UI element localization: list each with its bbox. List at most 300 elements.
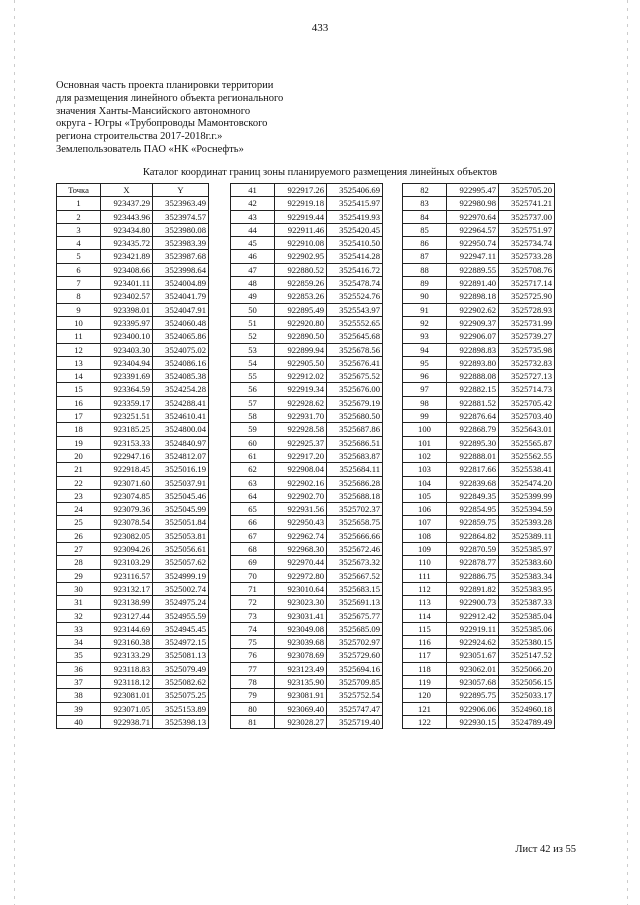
cell-y: 3525419.93 xyxy=(327,210,383,223)
cell-x: 923023.30 xyxy=(275,596,327,609)
cell-x: 922917.20 xyxy=(275,449,327,462)
table-row xyxy=(57,330,209,343)
table-row xyxy=(403,303,555,316)
cell-y: 3525672.46 xyxy=(327,543,383,556)
table-row xyxy=(403,436,555,449)
cell-y: 3523980.08 xyxy=(153,223,209,236)
cell-y: 3524086.16 xyxy=(153,356,209,369)
cell-point: 76 xyxy=(231,649,275,662)
cell-y: 3525717.14 xyxy=(499,277,555,290)
cell-x: 922938.71 xyxy=(101,715,153,728)
cell-point: 59 xyxy=(231,423,275,436)
cell-x: 922970.64 xyxy=(447,210,499,223)
table-row xyxy=(57,702,209,715)
cell-x: 923403.30 xyxy=(101,343,153,356)
cell-y: 3525383.60 xyxy=(499,556,555,569)
cell-point: 85 xyxy=(403,223,447,236)
cell-y: 3525714.73 xyxy=(499,383,555,396)
table-row xyxy=(231,715,383,728)
cell-y: 3524975.24 xyxy=(153,596,209,609)
cell-point: 94 xyxy=(403,343,447,356)
cell-y: 3525741.21 xyxy=(499,197,555,210)
cell-x: 922906.06 xyxy=(447,702,499,715)
cell-y: 3525643.01 xyxy=(499,423,555,436)
cell-point: 1 xyxy=(57,197,101,210)
cell-point: 56 xyxy=(231,383,275,396)
table-row xyxy=(57,237,209,250)
table-row xyxy=(231,383,383,396)
sheet-footer: Лист 42 из 55 xyxy=(515,844,576,855)
cell-x: 922930.15 xyxy=(447,715,499,728)
table-row xyxy=(57,543,209,556)
cell-point: 57 xyxy=(231,396,275,409)
cell-y: 3525725.90 xyxy=(499,290,555,303)
cell-y: 3525538.41 xyxy=(499,463,555,476)
cell-x: 923031.41 xyxy=(275,609,327,622)
cell-y: 3525705.20 xyxy=(499,184,555,197)
cell-x: 922891.40 xyxy=(447,277,499,290)
cell-x: 922898.18 xyxy=(447,290,499,303)
cell-point: 116 xyxy=(403,636,447,649)
cell-point: 48 xyxy=(231,277,275,290)
cell-point: 53 xyxy=(231,343,275,356)
table-row xyxy=(57,516,209,529)
cell-y: 3525705.42 xyxy=(499,396,555,409)
cell-point: 6 xyxy=(57,263,101,276)
cell-y: 3525688.18 xyxy=(327,489,383,502)
cell-y: 3525680.50 xyxy=(327,410,383,423)
cell-point: 102 xyxy=(403,449,447,462)
cell-y: 3525703.40 xyxy=(499,410,555,423)
cell-point: 16 xyxy=(57,396,101,409)
cell-point: 98 xyxy=(403,396,447,409)
cell-x: 922902.62 xyxy=(447,303,499,316)
cell-point: 11 xyxy=(57,330,101,343)
cell-point: 97 xyxy=(403,383,447,396)
cell-point: 113 xyxy=(403,596,447,609)
table-row xyxy=(403,516,555,529)
cell-point: 51 xyxy=(231,316,275,329)
table-row xyxy=(403,197,555,210)
table-row xyxy=(403,370,555,383)
cell-point: 111 xyxy=(403,569,447,582)
table-row xyxy=(403,569,555,582)
table-row xyxy=(403,237,555,250)
table-row xyxy=(57,277,209,290)
table-row xyxy=(403,250,555,263)
table-row xyxy=(231,343,383,356)
table-row xyxy=(57,290,209,303)
table-row xyxy=(403,463,555,476)
cell-y: 3525082.62 xyxy=(153,675,209,688)
cell-point: 104 xyxy=(403,476,447,489)
table-row xyxy=(403,343,555,356)
cell-point: 103 xyxy=(403,463,447,476)
cell-y: 3525719.40 xyxy=(327,715,383,728)
cell-point: 15 xyxy=(57,383,101,396)
cell-x: 922928.62 xyxy=(275,396,327,409)
cell-point: 107 xyxy=(403,516,447,529)
coordinates-table-block-2 xyxy=(230,183,383,729)
cell-x: 922859.26 xyxy=(275,277,327,290)
table-row xyxy=(57,689,209,702)
header-line: Землепользователь ПАО «НК «Роснефть» xyxy=(56,143,244,155)
cell-point: 8 xyxy=(57,290,101,303)
cell-x: 923434.80 xyxy=(101,223,153,236)
cell-x: 922886.75 xyxy=(447,569,499,582)
cell-y: 3523998.64 xyxy=(153,263,209,276)
cell-x: 922970.44 xyxy=(275,556,327,569)
document-header xyxy=(56,80,283,157)
cell-point: 83 xyxy=(403,197,447,210)
cell-x: 922902.95 xyxy=(275,250,327,263)
cell-point: 68 xyxy=(231,543,275,556)
cell-x: 923437.29 xyxy=(101,197,153,210)
cell-y: 3525702.97 xyxy=(327,636,383,649)
cell-point: 40 xyxy=(57,715,101,728)
cell-point: 17 xyxy=(57,410,101,423)
cell-x: 922890.50 xyxy=(275,330,327,343)
cell-x: 922972.80 xyxy=(275,569,327,582)
cell-x: 922910.08 xyxy=(275,237,327,250)
cell-x: 923081.01 xyxy=(101,689,153,702)
cell-y: 3525056.61 xyxy=(153,543,209,556)
cell-x: 922950.43 xyxy=(275,516,327,529)
cell-point: 45 xyxy=(231,237,275,250)
table-row xyxy=(57,489,209,502)
table-row xyxy=(231,556,383,569)
cell-point: 122 xyxy=(403,715,447,728)
table-row xyxy=(403,622,555,635)
cell-x: 923364.59 xyxy=(101,383,153,396)
cell-y: 3524060.48 xyxy=(153,316,209,329)
cell-x: 923028.27 xyxy=(275,715,327,728)
cell-y: 3524945.45 xyxy=(153,622,209,635)
cell-y: 3525666.66 xyxy=(327,529,383,542)
cell-point: 33 xyxy=(57,622,101,635)
table-row xyxy=(231,596,383,609)
cell-point: 73 xyxy=(231,609,275,622)
table-header-row xyxy=(57,184,209,197)
cell-x: 923118.12 xyxy=(101,675,153,688)
cell-y: 3525474.20 xyxy=(499,476,555,489)
cell-y: 3525676.00 xyxy=(327,383,383,396)
table-row xyxy=(231,356,383,369)
table-row xyxy=(231,184,383,197)
table-row xyxy=(231,636,383,649)
cell-point: 61 xyxy=(231,449,275,462)
cell-y: 3525731.99 xyxy=(499,316,555,329)
table-row xyxy=(403,609,555,622)
table-row xyxy=(231,303,383,316)
cell-x: 922968.30 xyxy=(275,543,327,556)
table-row xyxy=(57,715,209,728)
cell-x: 922912.42 xyxy=(447,609,499,622)
table-row xyxy=(403,543,555,556)
cell-y: 3525387.33 xyxy=(499,596,555,609)
cell-x: 923071.60 xyxy=(101,476,153,489)
cell-x: 923078.69 xyxy=(275,649,327,662)
cell-x: 922918.45 xyxy=(101,463,153,476)
table-row xyxy=(231,237,383,250)
cell-x: 922919.34 xyxy=(275,383,327,396)
cell-point: 78 xyxy=(231,675,275,688)
table-row xyxy=(231,263,383,276)
cell-x: 923057.68 xyxy=(447,675,499,688)
cell-point: 109 xyxy=(403,543,447,556)
cell-point: 2 xyxy=(57,210,101,223)
cell-point: 5 xyxy=(57,250,101,263)
cell-point: 72 xyxy=(231,596,275,609)
table-row xyxy=(231,622,383,635)
cell-point: 90 xyxy=(403,290,447,303)
cell-point: 36 xyxy=(57,662,101,675)
cell-point: 96 xyxy=(403,370,447,383)
cell-y: 3525667.52 xyxy=(327,569,383,582)
table-row xyxy=(403,715,555,728)
cell-point: 29 xyxy=(57,569,101,582)
cell-y: 3525410.50 xyxy=(327,237,383,250)
cell-y: 3525051.84 xyxy=(153,516,209,529)
cell-y: 3525732.83 xyxy=(499,356,555,369)
cell-x: 923443.96 xyxy=(101,210,153,223)
table-row xyxy=(403,689,555,702)
cell-x: 922900.73 xyxy=(447,596,499,609)
cell-point: 46 xyxy=(231,250,275,263)
cell-point: 60 xyxy=(231,436,275,449)
cell-point: 74 xyxy=(231,622,275,635)
table-caption: Каталог координат границ зоны планируемого размещения линейных объектов xyxy=(142,167,498,178)
table-row xyxy=(57,410,209,423)
header-line: округа - Югры «Трубопроводы Мамонтовского xyxy=(56,118,268,130)
cell-y: 3525708.76 xyxy=(499,263,555,276)
cell-x: 923185.25 xyxy=(101,423,153,436)
cell-x: 922962.74 xyxy=(275,529,327,542)
cell-point: 30 xyxy=(57,582,101,595)
cell-point: 21 xyxy=(57,463,101,476)
cell-y: 3525385.97 xyxy=(499,543,555,556)
table-row xyxy=(57,675,209,688)
cell-point: 20 xyxy=(57,449,101,462)
cell-y: 3524065.86 xyxy=(153,330,209,343)
table-row xyxy=(231,410,383,423)
table-row xyxy=(403,636,555,649)
cell-x: 922895.75 xyxy=(447,689,499,702)
cell-point: 10 xyxy=(57,316,101,329)
cell-y: 3525562.55 xyxy=(499,449,555,462)
table-row xyxy=(403,476,555,489)
coordinates-table-block-3 xyxy=(402,183,555,729)
cell-x: 923103.29 xyxy=(101,556,153,569)
cell-y: 3525552.65 xyxy=(327,316,383,329)
cell-x: 922895.49 xyxy=(275,303,327,316)
cell-x: 922919.44 xyxy=(275,210,327,223)
cell-point: 28 xyxy=(57,556,101,569)
cell-x: 923062.01 xyxy=(447,662,499,675)
cell-y: 3525727.13 xyxy=(499,370,555,383)
table-row xyxy=(57,463,209,476)
cell-point: 115 xyxy=(403,622,447,635)
table-row xyxy=(231,330,383,343)
table-row xyxy=(231,582,383,595)
cell-x: 922928.58 xyxy=(275,423,327,436)
cell-point: 75 xyxy=(231,636,275,649)
page-number: 433 xyxy=(311,22,329,34)
cell-x: 923051.67 xyxy=(447,649,499,662)
cell-y: 3525675.52 xyxy=(327,370,383,383)
cell-y: 3525147.52 xyxy=(499,649,555,662)
table-row xyxy=(57,529,209,542)
cell-x: 922898.83 xyxy=(447,343,499,356)
cell-point: 54 xyxy=(231,356,275,369)
cell-y: 3525728.93 xyxy=(499,303,555,316)
cell-x: 923010.64 xyxy=(275,582,327,595)
cell-x: 922947.16 xyxy=(101,449,153,462)
cell-point: 120 xyxy=(403,689,447,702)
cell-point: 81 xyxy=(231,715,275,728)
cell-point: 99 xyxy=(403,410,447,423)
cell-point: 80 xyxy=(231,702,275,715)
cell-point: 88 xyxy=(403,263,447,276)
cell-x: 923133.29 xyxy=(101,649,153,662)
cell-x: 923081.91 xyxy=(275,689,327,702)
cell-x: 922854.95 xyxy=(447,503,499,516)
cell-x: 922880.52 xyxy=(275,263,327,276)
table-row xyxy=(403,316,555,329)
cell-x: 923127.44 xyxy=(101,609,153,622)
table-row xyxy=(403,410,555,423)
table-row xyxy=(231,543,383,556)
table-row xyxy=(231,449,383,462)
table-row xyxy=(231,649,383,662)
table-row xyxy=(57,569,209,582)
table-row xyxy=(403,396,555,409)
cell-point: 91 xyxy=(403,303,447,316)
table-row xyxy=(57,263,209,276)
cell-point: 32 xyxy=(57,609,101,622)
table-row xyxy=(403,662,555,675)
cell-y: 3524999.19 xyxy=(153,569,209,582)
cell-y: 3524960.18 xyxy=(499,702,555,715)
cell-x: 923049.08 xyxy=(275,622,327,635)
cell-x: 923404.94 xyxy=(101,356,153,369)
cell-y: 3525383.95 xyxy=(499,582,555,595)
cell-y: 3525709.85 xyxy=(327,675,383,688)
cell-x: 922902.70 xyxy=(275,489,327,502)
cell-x: 923395.97 xyxy=(101,316,153,329)
cell-point: 49 xyxy=(231,290,275,303)
cell-x: 922839.68 xyxy=(447,476,499,489)
table-row xyxy=(231,290,383,303)
cell-y: 3525737.00 xyxy=(499,210,555,223)
cell-point: 50 xyxy=(231,303,275,316)
cell-y: 3524075.02 xyxy=(153,343,209,356)
table-row xyxy=(231,423,383,436)
table-row xyxy=(57,303,209,316)
cell-x: 922868.79 xyxy=(447,423,499,436)
cell-point: 62 xyxy=(231,463,275,476)
cell-y: 3525081.13 xyxy=(153,649,209,662)
cell-x: 923116.57 xyxy=(101,569,153,582)
table-row xyxy=(403,290,555,303)
table-row xyxy=(403,356,555,369)
cell-x: 922920.80 xyxy=(275,316,327,329)
cell-y: 3524004.89 xyxy=(153,277,209,290)
cell-y: 3525684.11 xyxy=(327,463,383,476)
cell-y: 3523963.49 xyxy=(153,197,209,210)
cell-y: 3523974.57 xyxy=(153,210,209,223)
table-row xyxy=(57,383,209,396)
table-row xyxy=(231,569,383,582)
cell-y: 3524955.59 xyxy=(153,609,209,622)
cell-x: 922908.04 xyxy=(275,463,327,476)
cell-x: 923421.89 xyxy=(101,250,153,263)
cell-y: 3525420.45 xyxy=(327,223,383,236)
cell-y: 3525416.72 xyxy=(327,263,383,276)
header-line: для размещения линейного объекта регионального xyxy=(56,92,284,104)
cell-y: 3525524.76 xyxy=(327,290,383,303)
table-row xyxy=(231,476,383,489)
cell-y: 3525033.17 xyxy=(499,689,555,702)
cell-y: 3525394.59 xyxy=(499,503,555,516)
cell-x: 923251.51 xyxy=(101,410,153,423)
cell-point: 3 xyxy=(57,223,101,236)
cell-y: 3525702.37 xyxy=(327,503,383,516)
table-row xyxy=(403,449,555,462)
table-row xyxy=(57,423,209,436)
cell-y: 3525752.54 xyxy=(327,689,383,702)
table-row xyxy=(231,436,383,449)
cell-x: 923118.83 xyxy=(101,662,153,675)
column-header-y: Y xyxy=(153,184,209,197)
cell-point: 63 xyxy=(231,476,275,489)
cell-y: 3525683.15 xyxy=(327,582,383,595)
table-row xyxy=(57,449,209,462)
cell-point: 26 xyxy=(57,529,101,542)
header-line: значения Ханты-Мансийского автономного xyxy=(56,105,251,117)
column-header-point: Точка xyxy=(57,184,101,197)
cell-point: 25 xyxy=(57,516,101,529)
cell-point: 64 xyxy=(231,489,275,502)
cell-y: 3525056.15 xyxy=(499,675,555,688)
cell-y: 3525016.19 xyxy=(153,463,209,476)
cell-point: 44 xyxy=(231,223,275,236)
cell-point: 22 xyxy=(57,476,101,489)
table-row xyxy=(57,210,209,223)
table-row xyxy=(403,675,555,688)
cell-point: 37 xyxy=(57,675,101,688)
cell-point: 79 xyxy=(231,689,275,702)
cell-x: 923400.10 xyxy=(101,330,153,343)
cell-y: 3525676.41 xyxy=(327,356,383,369)
cell-point: 43 xyxy=(231,210,275,223)
table-row xyxy=(57,436,209,449)
cell-y: 3525729.60 xyxy=(327,649,383,662)
table-row xyxy=(57,649,209,662)
table-row xyxy=(231,277,383,290)
table-row xyxy=(403,649,555,662)
cell-y: 3525673.32 xyxy=(327,556,383,569)
table-row xyxy=(57,250,209,263)
table-row xyxy=(403,702,555,715)
cell-x: 923079.36 xyxy=(101,503,153,516)
cell-y: 3523987.68 xyxy=(153,250,209,263)
cell-y: 3525380.15 xyxy=(499,636,555,649)
table-row xyxy=(57,609,209,622)
cell-y: 3525406.69 xyxy=(327,184,383,197)
header-line: Основная часть проекта планировки территории xyxy=(56,80,274,91)
table-row xyxy=(403,423,555,436)
